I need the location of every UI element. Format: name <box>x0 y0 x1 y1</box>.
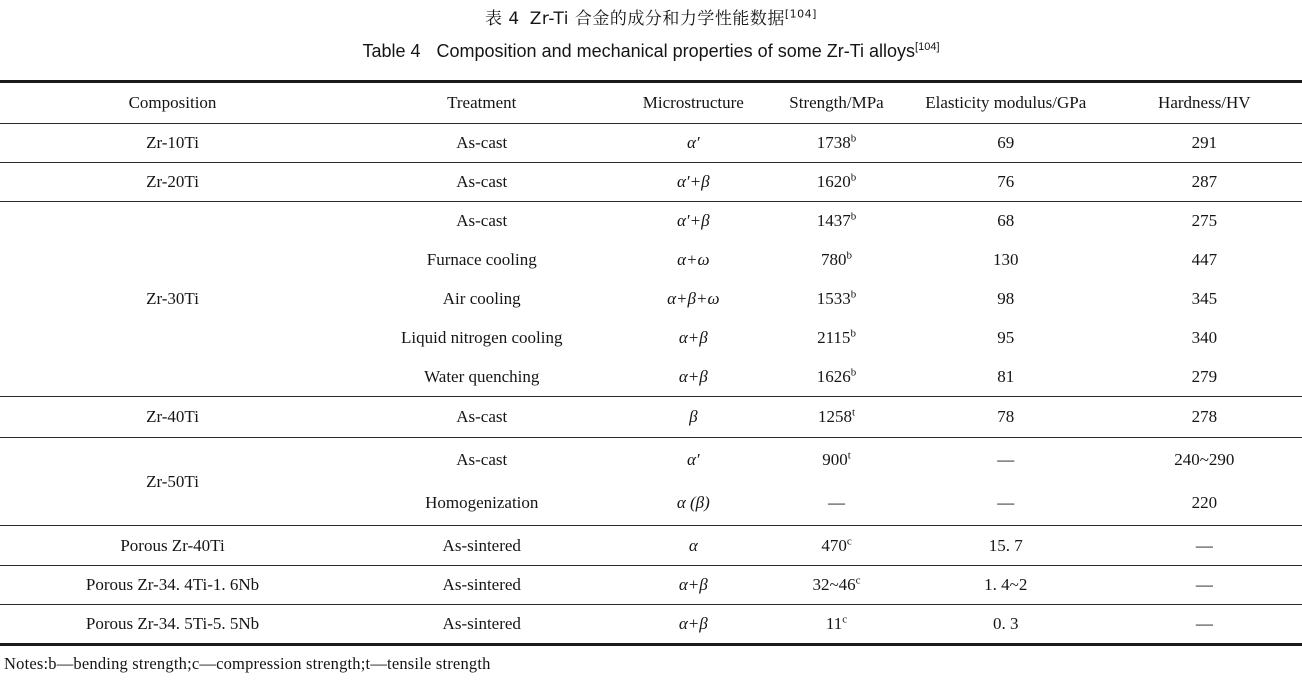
hardness-cell: 279 <box>1107 358 1302 397</box>
elasticity-modulus-cell: 76 <box>905 163 1107 202</box>
treatment-cell: As-cast <box>456 211 508 231</box>
microstructure-cell: α′ <box>686 449 700 469</box>
elasticity-modulus-cell: 98 <box>997 289 1015 308</box>
strength-note-superscript: c <box>855 574 861 587</box>
composition-cell: Zr-40Ti <box>0 397 345 438</box>
microstructure-cell: α <box>618 526 768 566</box>
elasticity-modulus-cell: 69 <box>905 124 1107 163</box>
alloy-properties-table <box>0 80 1302 646</box>
table-header <box>0 82 1302 124</box>
hardness-cell: 240~290 <box>1174 449 1235 469</box>
table-row <box>0 438 1302 482</box>
elasticity-modulus-cell: — <box>997 449 1015 469</box>
elasticity-modulus-cell: 130 <box>993 250 1019 269</box>
elasticity-modulus-cell: 68 <box>997 211 1015 231</box>
treatment-cell: Furnace cooling <box>426 250 537 269</box>
table-title-zh <box>0 6 1302 32</box>
col-header-microstructure: Microstructure <box>618 82 768 124</box>
strength-note-superscript: b <box>850 132 857 145</box>
treatment-cell: Water quenching <box>345 358 618 397</box>
strength-note-superscript: t <box>851 406 856 419</box>
treatment-cell: Homogenization <box>345 482 618 526</box>
microstructure-cell: α′+β <box>677 211 710 231</box>
strength-note-superscript: b <box>850 288 857 301</box>
hardness-cell: 278 <box>1107 397 1302 438</box>
table-row <box>0 526 1302 566</box>
microstructure-cell: α+β <box>618 566 768 605</box>
table-title-zh-label: 表 4 <box>485 9 520 29</box>
table-notes: Notes:b—bending strength;c—compression strength;t—tensile strength <box>4 654 491 673</box>
elasticity-modulus-cell: 81 <box>905 358 1107 397</box>
treatment-cell: As-cast <box>456 449 508 469</box>
col-header-strength: Strength/MPa <box>768 82 905 124</box>
elasticity-modulus-cell: 1. 4~2 <box>905 566 1107 605</box>
strength-note-superscript: b <box>850 171 857 184</box>
treatment-cell: Liquid nitrogen cooling <box>400 328 563 347</box>
strength-note-superscript: b <box>850 366 857 379</box>
strength-cell: — <box>768 482 905 526</box>
composition-cell: Zr-10Ti <box>0 124 345 163</box>
strength-note-superscript: c <box>842 613 848 626</box>
strength-cell: 32~46$^c$ <box>768 566 905 605</box>
table-row <box>0 124 1302 163</box>
table-row <box>0 397 1302 438</box>
elasticity-modulus-cell: 78 <box>905 397 1107 438</box>
composition-cell: Zr-30Ti <box>0 202 345 397</box>
hardness-cell: — <box>1107 526 1302 566</box>
strength-note-superscript: b <box>850 327 856 340</box>
strength-cell: 1437$^b$ <box>816 210 857 231</box>
strength-cell: 1620$^b$ <box>768 163 905 202</box>
hardness-cell: — <box>1107 605 1302 645</box>
strength-cell: 780$^b$ <box>821 249 852 269</box>
table-title-en <box>0 38 1302 64</box>
composition-cell: Zr-50Ti <box>0 438 345 526</box>
composition-cell: Zr-20Ti <box>0 163 345 202</box>
table-row <box>0 605 1302 645</box>
col-header-hardness: Hardness/HV <box>1107 82 1302 124</box>
microstructure-cell: β <box>618 397 768 438</box>
strength-cell: 470$^c$ <box>768 526 905 566</box>
table-title-en-text: Composition and mechanical properties of some Zr-Ti alloys <box>436 41 916 61</box>
treatment-cell: As-cast <box>345 163 618 202</box>
strength-cell: 900$^t$ <box>822 449 851 469</box>
elasticity-modulus-cell: 15. 7 <box>905 526 1107 566</box>
table-body <box>0 124 1302 645</box>
hardness-cell: 220 <box>1107 482 1302 526</box>
table-title-en-citation: [104] <box>915 41 940 53</box>
microstructure-cell: α+β <box>618 605 768 645</box>
strength-cell: 11$^c$ <box>768 605 905 645</box>
col-header-treatment: Treatment <box>345 82 618 124</box>
microstructure-cell: α+β <box>678 328 708 347</box>
table-row <box>0 566 1302 605</box>
strength-cell: 2115$^b$ <box>817 327 856 347</box>
strength-cell: 1626$^b$ <box>768 358 905 397</box>
microstructure-cell: α (β) <box>618 482 768 526</box>
microstructure-cell: α′+β <box>618 163 768 202</box>
strength-cell: 1258$^t$ <box>768 397 905 438</box>
hardness-cell: 287 <box>1107 163 1302 202</box>
treatment-cell: As-sintered <box>345 526 618 566</box>
microstructure-cell: α+β+ω <box>667 289 720 308</box>
strength-note-superscript: t <box>847 449 851 462</box>
microstructure-cell: α+β <box>618 358 768 397</box>
table-row <box>0 202 1302 241</box>
treatment-cell: As-cast <box>345 397 618 438</box>
hardness-cell: 275 <box>1191 211 1218 231</box>
treatment-cell: As-sintered <box>345 605 618 645</box>
composition-cell: Porous Zr-34. 5Ti-5. 5Nb <box>0 605 345 645</box>
strength-cell: 1533$^b$ <box>816 288 857 308</box>
treatment-cell: As-sintered <box>345 566 618 605</box>
strength-cell: 1738$^b$ <box>768 124 905 163</box>
hardness-cell: 291 <box>1107 124 1302 163</box>
elasticity-modulus-cell: 95 <box>997 328 1015 347</box>
table-caption-block <box>0 6 1302 64</box>
strength-note-superscript: c <box>846 534 852 547</box>
header-row <box>0 82 1302 124</box>
microstructure-cell: α+ω <box>677 250 710 269</box>
elasticity-modulus-cell: — <box>905 482 1107 526</box>
treatment-cell: As-cast <box>345 124 618 163</box>
col-header-composition: Composition <box>0 82 345 124</box>
col-header-elasticity-modulus: Elasticity modulus/GPa <box>905 82 1107 124</box>
strength-note-superscript: b <box>846 249 852 262</box>
table-title-zh-citation: [104] <box>784 7 817 21</box>
composition-cell: Porous Zr-34. 4Ti-1. 6Nb <box>0 566 345 605</box>
strength-note-superscript: b <box>850 210 857 223</box>
microstructure-cell: α′ <box>618 124 768 163</box>
elasticity-modulus-cell: 0. 3 <box>905 605 1107 645</box>
hardness-cell: 447 <box>1191 250 1218 269</box>
composition-cell: Porous Zr-40Ti <box>0 526 345 566</box>
hardness-cell: 340 <box>1191 328 1218 347</box>
hardness-cell: 345 <box>1191 289 1218 308</box>
table-row <box>0 163 1302 202</box>
table-title-zh-text: Zr-Ti 合金的成分和力学性能数据 <box>529 9 785 29</box>
table-title-en-label: Table 4 <box>362 41 421 61</box>
treatment-cell: Air cooling <box>442 289 521 308</box>
hardness-cell: — <box>1107 566 1302 605</box>
